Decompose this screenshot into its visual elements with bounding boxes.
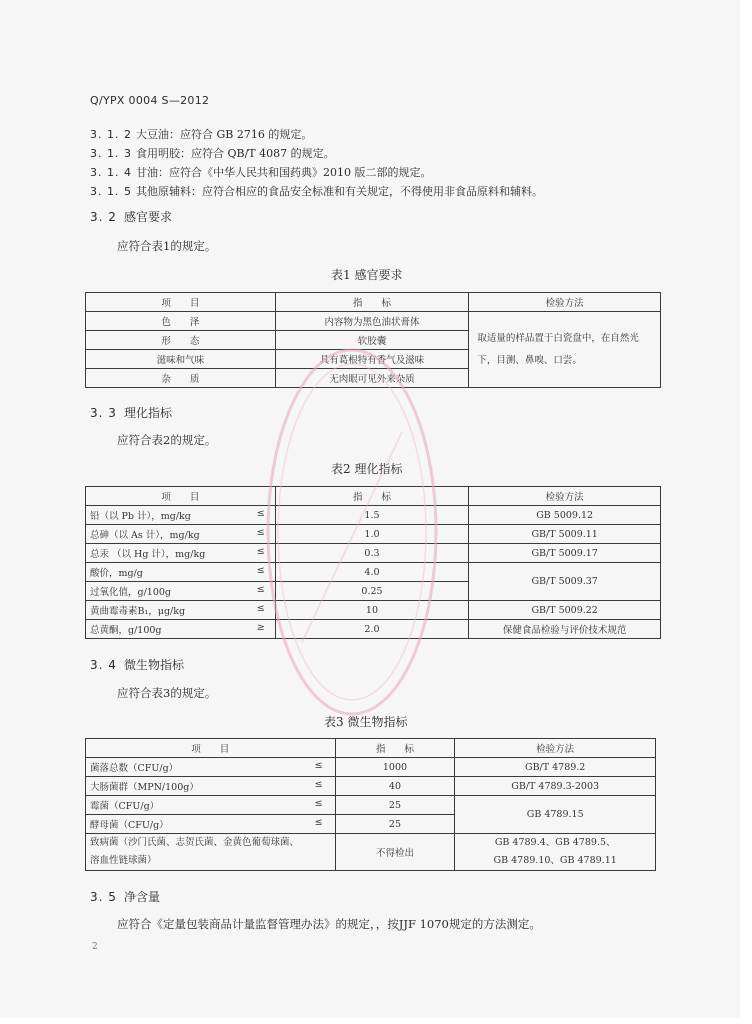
- table-header-row: [86, 293, 661, 312]
- table-header-row: 项 目 指 标 检验方法: [86, 487, 661, 506]
- standard-code: Q/YPX 0004 S—2012: [90, 94, 210, 107]
- table-header-row: 项 目 指 标 检验方法: [86, 739, 656, 758]
- table-row: 致病菌（沙门氏菌、志贺氏菌、金黄色葡萄球菌、 溶血性链球菌） 不得检出 GB 4789.4、GB 4789.5、 GB 4789.10、GB 4789.11: [86, 834, 656, 871]
- table-row: 杂 质 无肉眼可见外来杂质: [86, 369, 661, 388]
- raw-item: 3. 1. 4 甘油：应符合《中华人民共和国药典》2010 版二部的规定。: [90, 166, 432, 179]
- section-heading-sensory: 3. 2 感官要求: [90, 210, 173, 224]
- table-row: 总黄酮，g/100g ≥ 2.0 保健食品检验与评价技术规范: [86, 620, 661, 639]
- table-row: 铅（以 Pb 计），mg/kg ≤ 1.5 GB 5009.12: [86, 506, 661, 525]
- table-row: 霉菌（CFU/g） ≤ 25 GB 4789.15: [86, 796, 656, 815]
- table-row: 滋味和气味 具有葛根特有香气及滋味: [86, 350, 661, 369]
- header-value: 指 标: [275, 293, 469, 312]
- table-row: 形 态 软胶囊: [86, 331, 661, 350]
- table-row: 大肠菌群（MPN/100g） ≤ 40 GB/T 4789.3-2003: [86, 777, 656, 796]
- table3-caption: 表3 微生物指标: [324, 715, 408, 729]
- sensory-intro: 应符合表1的规定。: [117, 239, 217, 253]
- table-row: 过氧化值，g/100g ≤ 0.25: [86, 582, 661, 601]
- table-row: 黄曲霉毒素B₁，μg/kg ≤ 10 GB/T 5009.22: [86, 601, 661, 620]
- physchem-intro: 应符合表2的规定。: [117, 433, 217, 447]
- table-row: 总砷（以 As 计），mg/kg ≤ 1.0 GB/T 5009.11: [86, 525, 661, 544]
- raw-item: 3. 1. 5 其他原辅料：应符合相应的食品安全标准和有关规定，不得使用非食品原料和辅料。: [90, 185, 543, 198]
- raw-item: 3. 1. 3 食用明胶：应符合 QB/T 4087 的规定。: [90, 147, 335, 160]
- section-heading-physchem: 3. 3 理化指标: [90, 406, 173, 420]
- section-heading-net: 3. 5 净含量: [90, 890, 161, 904]
- net-content-text: 应符合《定量包装商品计量监督管理办法》的规定，，按JJF 1070规定的方法测定。: [117, 917, 541, 931]
- header-method: 检验方法: [469, 293, 661, 312]
- section-heading-micro: 3. 4 微生物指标: [90, 658, 185, 672]
- table1-caption: 表1 感官要求: [331, 268, 403, 282]
- sensory-method: 取适量的样品置于白瓷盘中，在自然光下，目测、鼻嗅、口尝。: [469, 312, 661, 388]
- table-row: 色 泽 内容物为黑色油状膏体 取适量的样品置于白瓷盘中，在自然光下，目测、鼻嗅、口尝。: [86, 312, 661, 331]
- table2-caption: 表2 理化指标: [331, 462, 403, 476]
- micro-table: [85, 738, 656, 871]
- header-item: 项 目: [86, 293, 276, 312]
- raw-item: 3. 1. 2 大豆油：应符合 GB 2716 的规定。: [90, 128, 313, 141]
- micro-intro: 应符合表3的规定。: [117, 686, 217, 700]
- table-row: 总汞 （以 Hg 计），mg/kg ≤ 0.3 GB/T 5009.17: [86, 544, 661, 563]
- table-row: 菌落总数（CFU/g） ≤ 1000 GB/T 4789.2: [86, 758, 656, 777]
- table-row: 酸价，mg/g ≤ 4.0 GB/T 5009.37: [86, 563, 661, 582]
- red-seal-stamp: [262, 342, 442, 722]
- page-number: 2: [92, 942, 98, 952]
- table-row: 酵母菌（CFU/g） ≤ 25: [86, 815, 656, 834]
